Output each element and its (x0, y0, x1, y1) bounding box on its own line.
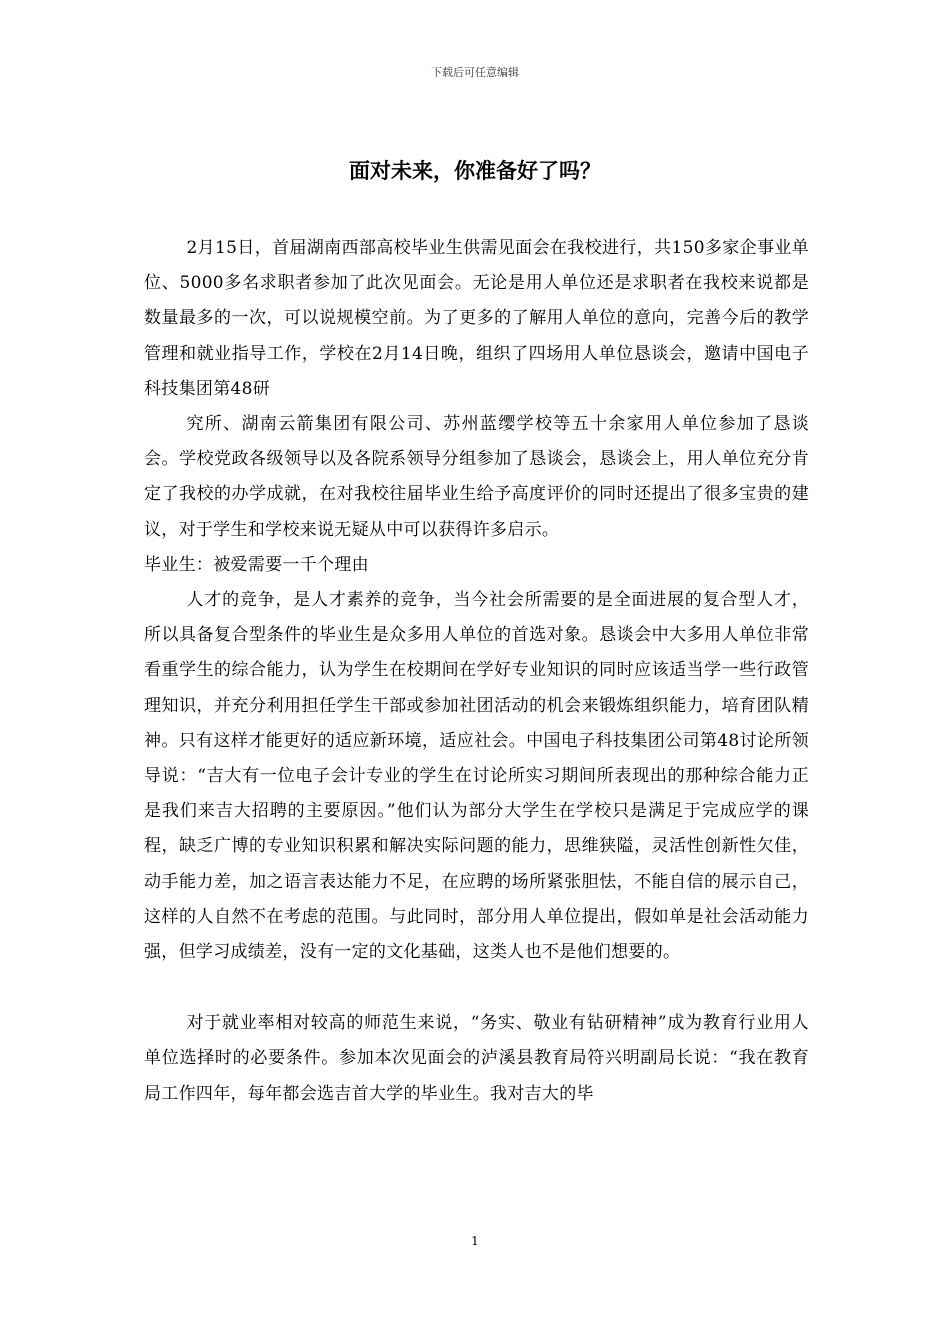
document-title: 面对未来，你准备好了吗？ (349, 158, 601, 183)
header-note: 下载后可任意编辑 (431, 66, 519, 79)
page-number: 1 (471, 1234, 479, 1248)
section-heading-graduates: 毕业生：被爱需要一千个理由 (144, 554, 369, 575)
document-body (144, 231, 809, 1112)
paragraph-intro: 2月15日，首届湖南西部高校毕业生供需见面会在我校进行，共150多家企事业单位、5000多名求职者参加了此次见面会。无论是用人单位还是求职者在我校来说都是数量最多的一次，可以说规模空前。为了更多的了解用人单位的意向，完善今后的教学管理和就业指导工作，学校在2月14日晚，组织了四场用人单位恳谈会，邀请中国电子科技集团第48研 (144, 238, 809, 399)
paragraph-forum: 究所、湖南云箭集团有限公司、苏州蓝缨学校等五十余家用人单位参加了恳谈会。学校党政各级领导以及各院系领导分组参加了恳谈会，恳谈会上，用人单位充分肯定了我校的办学成就，在对我校往届毕业生给予高度评价的同时还提出了很多宝贵的建议，对于学生和学校来说无疑从中可以获得许多启示。 (144, 414, 809, 540)
paragraph-teachers: 对于就业率相对较高的师范生来说，“务实、敬业有钻研精神”成为教育行业用人单位选择时的必要条件。参加本次见面会的泸溪县教育局符兴明副局长说：“我在教育局工作四年，每年都会选吉首大学的毕业生。我对吉大的毕 (144, 1013, 809, 1104)
paragraph-talent: 人才的竞争，是人才素养的竞争，当今社会所需要的是全面进展的复合型人才，所以具备复合型条件的毕业生是众多用人单位的首选对象。恳谈会中大多用人单位非常看重学生的综合能力，认为学生在校期间在学好专业知识的同时应该适当学一些行政管理知识，并充分利用担任学生干部或参加社团活动的机会来锻炼组织能力，培育团队精神。只有这样才能更好的适应新环境，适应社会。中国电子科技集团公司第48讨论所领导说：“吉大有一位电子会计专业的学生在讨论所实习期间所表现出的那种综合能力正是我们来吉大招聘的主要原因。”他们认为部分大学生在学校只是满足于完成应学的课程，缺乏广博的专业知识积累和解决实际问题的能力，思维狭隘，灵活性创新性欠佳，动手能力差，加之语言表达能力不足，在应聘的场所紧张胆怯，不能自信的展示自己，这样的人自然不在考虑的范围。与此同时，部分用人单位提出，假如单是社会活动能力强，但学习成绩差，没有一定的文化基础，这类人也不是他们想要的。 (144, 590, 809, 963)
